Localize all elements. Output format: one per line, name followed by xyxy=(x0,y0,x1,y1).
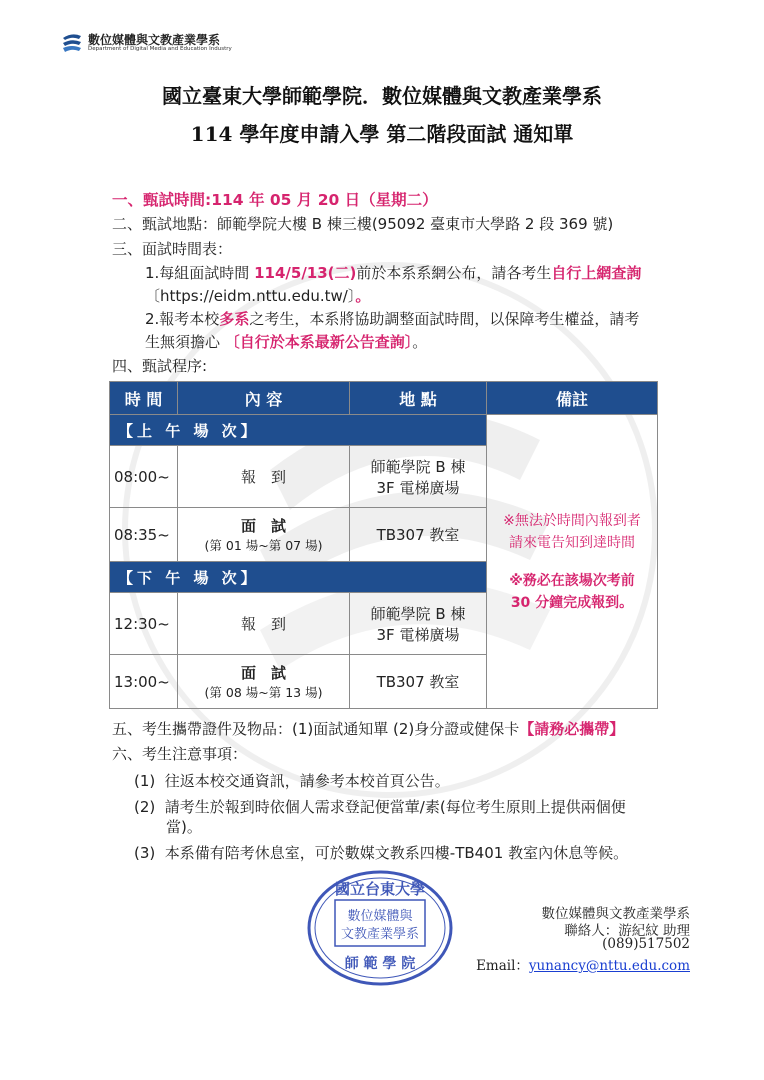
note2-part-c: 之考生，本系將協助調整面試時間，以保障考生權益，請考 xyxy=(249,310,640,328)
contact-person: 聯絡人：游紀紋 助理 xyxy=(564,923,690,939)
row-place-line2: 3F 電梯廣場 xyxy=(376,625,460,644)
session-pm-label: 【下 午 場 次】 xyxy=(110,562,487,593)
dept-english-name: Department of Digital Media and Education Industry xyxy=(88,46,232,52)
session-am-row xyxy=(110,415,658,446)
note1-self-check: 自行上網查詢 xyxy=(551,264,642,282)
contact-dept: 數位媒體與文教產業學系 xyxy=(541,906,690,922)
row-content-main: 面 試 xyxy=(240,664,286,682)
row-place xyxy=(350,593,487,655)
url-period: 。 xyxy=(355,287,371,305)
header-place: 地 點 xyxy=(350,382,487,415)
page-title-line1: 國立臺東大學師範學院．數位媒體與文教產業學系 xyxy=(162,84,602,108)
note-text: 往返本校交通資訊，請參考本校首頁公告。 xyxy=(164,772,450,790)
note-number: (2) xyxy=(134,798,156,816)
row-content-sub: (第 08 場~第 13 場) xyxy=(204,685,323,700)
row-place xyxy=(350,446,487,508)
url-bracket-open: 〔 xyxy=(145,287,161,305)
page-title-line2: 114 學年度申請入學 第二階段面試 通知單 xyxy=(190,122,574,146)
row-place: TB307 教室 xyxy=(350,655,487,709)
header-content: 內 容 xyxy=(178,382,350,415)
row-place: TB307 教室 xyxy=(350,508,487,562)
schedule-table xyxy=(109,381,658,709)
note2-multi-dept: 多系 xyxy=(219,310,250,328)
item-notes-heading: 六、考生注意事項： xyxy=(112,745,248,763)
item-required-documents xyxy=(112,718,624,739)
dept-seal-stamp xyxy=(305,868,455,988)
note-text: 請考生於報到時依個人需求登記便當葷/素(每位考生原則上提供兩個便 xyxy=(164,798,626,816)
note-late-line1: ※無法於時間內報到者 xyxy=(503,512,641,529)
row-content-sub: (第 01 場~第 07 場) xyxy=(204,538,323,553)
header-note: 備註 xyxy=(487,382,658,415)
row-content: 報 到 xyxy=(178,593,350,655)
item-schedule-note2 xyxy=(145,308,639,329)
dept-logo xyxy=(60,30,260,56)
list-item xyxy=(134,770,450,791)
item-exam-location: 二、甄試地點：師範學院大樓 B 棟三樓(95092 臺東市大學路 2 段 369 號) xyxy=(112,215,614,233)
list-item xyxy=(134,796,626,817)
list-item xyxy=(134,842,628,863)
stamp-top-text: 國立台東大學 xyxy=(334,880,426,898)
header-time: 時 間 xyxy=(110,382,178,415)
note2-period: 。 xyxy=(412,333,428,351)
row-time: 13:00~ xyxy=(110,655,178,709)
note-text: 本系備有陪考休息室，可於數媒文教系四樓-TB401 教室內休息等候。 xyxy=(164,844,629,862)
session-am-label: 【上 午 場 次】 xyxy=(110,415,487,446)
note2-part-a: 2.報考本校 xyxy=(145,310,220,328)
item-procedure-heading: 四、甄試程序: xyxy=(112,357,208,375)
required-docs-text: 五、考生攜帶證件及物品：(1)面試通知單 (2)身分證或健保卡 xyxy=(112,720,520,738)
note1-date: 114/5/13(二) xyxy=(254,264,357,282)
note1-part-a: 1.每組面試時間 xyxy=(145,264,255,282)
note-must-line2: 30 分鐘完成報到。 xyxy=(510,594,634,611)
row-time: 08:00~ xyxy=(110,446,178,508)
dept-logo-icon xyxy=(60,30,84,54)
item-exam-time: 一、甄試時間:114 年 05 月 20 日（星期二） xyxy=(112,191,438,209)
row-time: 08:35~ xyxy=(110,508,178,562)
contact-email-line xyxy=(476,954,690,974)
note1-part-c: 前於本系系網公布，請各考生 xyxy=(356,264,552,282)
row-place-line1: 師範學院 B 棟 xyxy=(370,457,466,476)
contact-phone: (089)517502 xyxy=(602,936,690,952)
stamp-inner-line2: 文教產業學系 xyxy=(340,927,420,942)
note2-part-d: 生無須擔心 xyxy=(145,333,225,351)
item-schedule-note1 xyxy=(145,262,641,283)
note-text-continued: 當)。 xyxy=(166,818,202,836)
row-content xyxy=(178,655,350,709)
note-cell xyxy=(487,415,658,709)
row-place-line1: 師範學院 B 棟 xyxy=(370,604,466,623)
row-content-main: 面 試 xyxy=(240,517,286,535)
dept-website-link[interactable]: https://eidm.nttu.edu.tw/ xyxy=(160,287,348,305)
note-late-line2: 請來電告知到達時間 xyxy=(509,534,635,551)
note-number: (1) xyxy=(134,772,156,790)
note2-announcement: 〔自行於本系最新公告查詢〕 xyxy=(224,333,413,351)
table-header-row xyxy=(110,382,658,415)
dept-name: 數位媒體與文教產業學系 xyxy=(88,33,221,47)
row-place-line2: 3F 電梯廣場 xyxy=(376,478,460,497)
note-must-line1: ※務必在該場次考前 xyxy=(509,572,635,589)
email-label: Email： xyxy=(476,958,529,974)
stamp-bottom-text: 師 範 學 院 xyxy=(344,956,416,972)
item-schedule-note2-cont xyxy=(145,331,427,352)
note-number: (3) xyxy=(134,844,156,862)
stamp-inner-line1: 數位媒體與 xyxy=(347,909,413,924)
row-time: 12:30~ xyxy=(110,593,178,655)
row-content xyxy=(178,508,350,562)
url-bracket-close: 〕 xyxy=(347,287,356,305)
item-schedule-heading: 三、面試時間表： xyxy=(112,240,233,258)
row-content: 報 到 xyxy=(178,446,350,508)
item-schedule-url-line xyxy=(145,285,370,306)
email-link[interactable]: yunancy@nttu.edu.com xyxy=(528,958,690,974)
required-docs-emphasis: 【請務必攜帶】 xyxy=(519,720,625,738)
